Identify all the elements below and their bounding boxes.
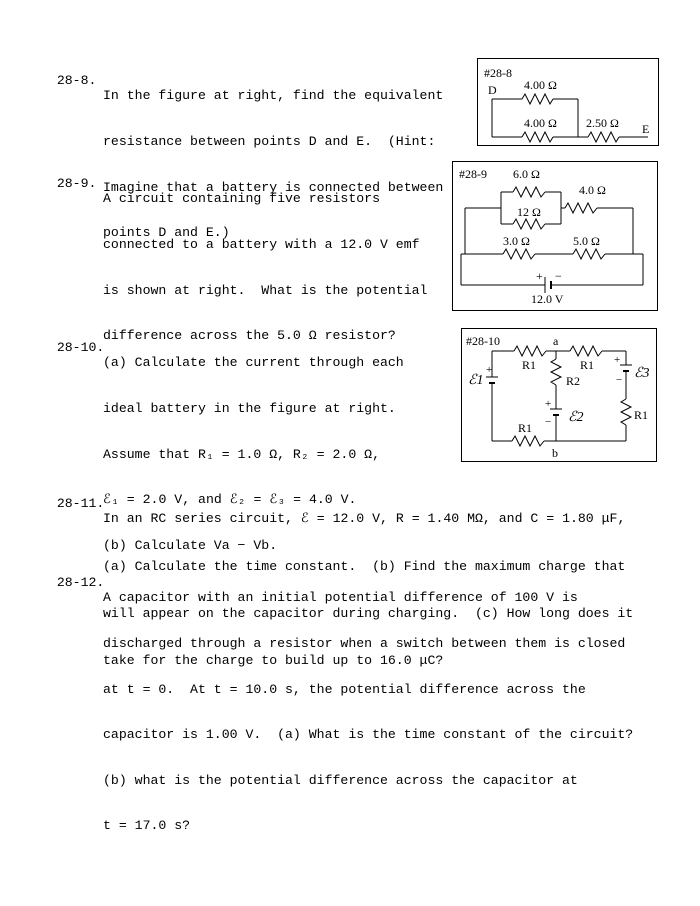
problem-line: (a) Calculate the time constant. (b) Find the maximum charge that xyxy=(103,558,626,574)
resistor-bottom-label: 4.00 Ω xyxy=(524,116,557,130)
problem-line: In an RC series circuit, ℰ = 12.0 V, R = 1.40 MΩ, and C = 1.80 μF, xyxy=(103,511,626,527)
resistor-r1-top-left-label: R1 xyxy=(522,358,537,372)
problem-number: 28-10. xyxy=(56,340,105,356)
resistor-6-label: 6.0 Ω xyxy=(513,167,540,181)
problem-line: capacitor is 1.00 V. (a) What is the time constant of the circuit? xyxy=(103,727,634,743)
problem-line: A circuit containing five resistors xyxy=(103,191,380,207)
resistor-12-label: 12 Ω xyxy=(517,205,541,219)
figure-label: #28-10 xyxy=(466,334,500,348)
problem-line: A capacitor with an initial potential difference of 100 V is xyxy=(103,590,578,606)
problem-line: points D and E.) xyxy=(103,225,230,241)
problem-line: is shown at right. What is the potential xyxy=(103,282,428,298)
node-b-label: b xyxy=(552,446,558,460)
figure-28-8 xyxy=(477,58,659,146)
problem-line: Assume that R₁ = 1.0 Ω, R₂ = 2.0 Ω, xyxy=(103,446,380,462)
resistor-r1-top-right-label: R1 xyxy=(580,358,595,372)
battery-voltage-label: 12.0 V xyxy=(531,292,564,306)
emf2-plus-sign: + xyxy=(545,398,552,410)
problem-line: In the figure at right, find the equivalent xyxy=(103,88,444,104)
problem-number: 28-9. xyxy=(56,176,97,192)
emf3-minus-sign: − xyxy=(616,374,623,386)
problem-line: (b) Calculate Va − Vb. xyxy=(103,537,278,553)
circuit-28-8-diagram xyxy=(478,59,658,145)
problem-line: difference across the 5.0 Ω resistor? xyxy=(103,328,396,344)
circuit-28-9-diagram xyxy=(453,162,657,310)
problem-line: at t = 0. At t = 10.0 s, the potential difference across the xyxy=(103,681,586,697)
problem-line: (a) Calculate the current through each xyxy=(103,355,404,371)
resistor-right-label: 2.50 Ω xyxy=(586,116,619,130)
emf2-minus-sign: − xyxy=(545,416,552,428)
problem-number: 28-12. xyxy=(56,575,105,591)
problem-number: 28-11. xyxy=(56,496,105,512)
battery-plus-sign: + xyxy=(536,269,543,283)
emf3-label: ℰ3 xyxy=(634,366,650,381)
figure-28-9 xyxy=(452,161,658,311)
figure-label: #28-9 xyxy=(459,167,487,181)
problem-line: discharged through a resistor when a switch between them is closed xyxy=(103,636,626,651)
node-a-label: a xyxy=(553,334,559,348)
resistor-4-label: 4.0 Ω xyxy=(579,183,606,197)
problem-line: (b) what is the potential difference across the capacitor at xyxy=(103,772,578,788)
emf2-label: ℰ2 xyxy=(568,410,584,425)
point-d-label: D xyxy=(488,83,497,97)
problem-line: ideal battery in the figure at right. xyxy=(103,401,396,416)
emf1-plus-sign: + xyxy=(486,364,493,376)
circuit-28-10-diagram xyxy=(462,329,656,461)
point-e-label: E xyxy=(642,122,650,136)
emf3-plus-sign: + xyxy=(614,354,621,366)
resistor-5-label: 5.0 Ω xyxy=(573,234,600,248)
problem-line: ℰ₁ = 2.0 V, and ℰ₂ = ℰ₃ = 4.0 V. xyxy=(103,492,357,508)
problem-number: 28-8. xyxy=(56,73,97,89)
resistor-r1-right-label: R1 xyxy=(634,408,649,422)
problem-line: resistance between points D and E. (Hint: xyxy=(103,134,436,149)
resistor-top-label: 4.00 Ω xyxy=(524,78,557,92)
problem-line: take for the charge to build up to 16.0 μC? xyxy=(103,653,444,669)
resistor-r1-bottom-label: R1 xyxy=(518,421,533,435)
problem-line: Imagine that a battery is connected between xyxy=(103,179,444,195)
figure-label: #28-8 xyxy=(484,66,512,80)
emf1-label: ℰ1 xyxy=(468,373,484,388)
problem-line: t = 17.0 s? xyxy=(103,818,191,834)
resistor-3-label: 3.0 Ω xyxy=(503,234,530,248)
battery-minus-sign: − xyxy=(555,269,562,283)
problem-line: connected to a battery with a 12.0 V emf xyxy=(103,237,420,252)
problem-line: will appear on the capacitor during charging. (c) How long does it xyxy=(103,605,634,621)
resistor-r2-label: R2 xyxy=(566,374,581,388)
figure-28-10 xyxy=(461,328,657,462)
